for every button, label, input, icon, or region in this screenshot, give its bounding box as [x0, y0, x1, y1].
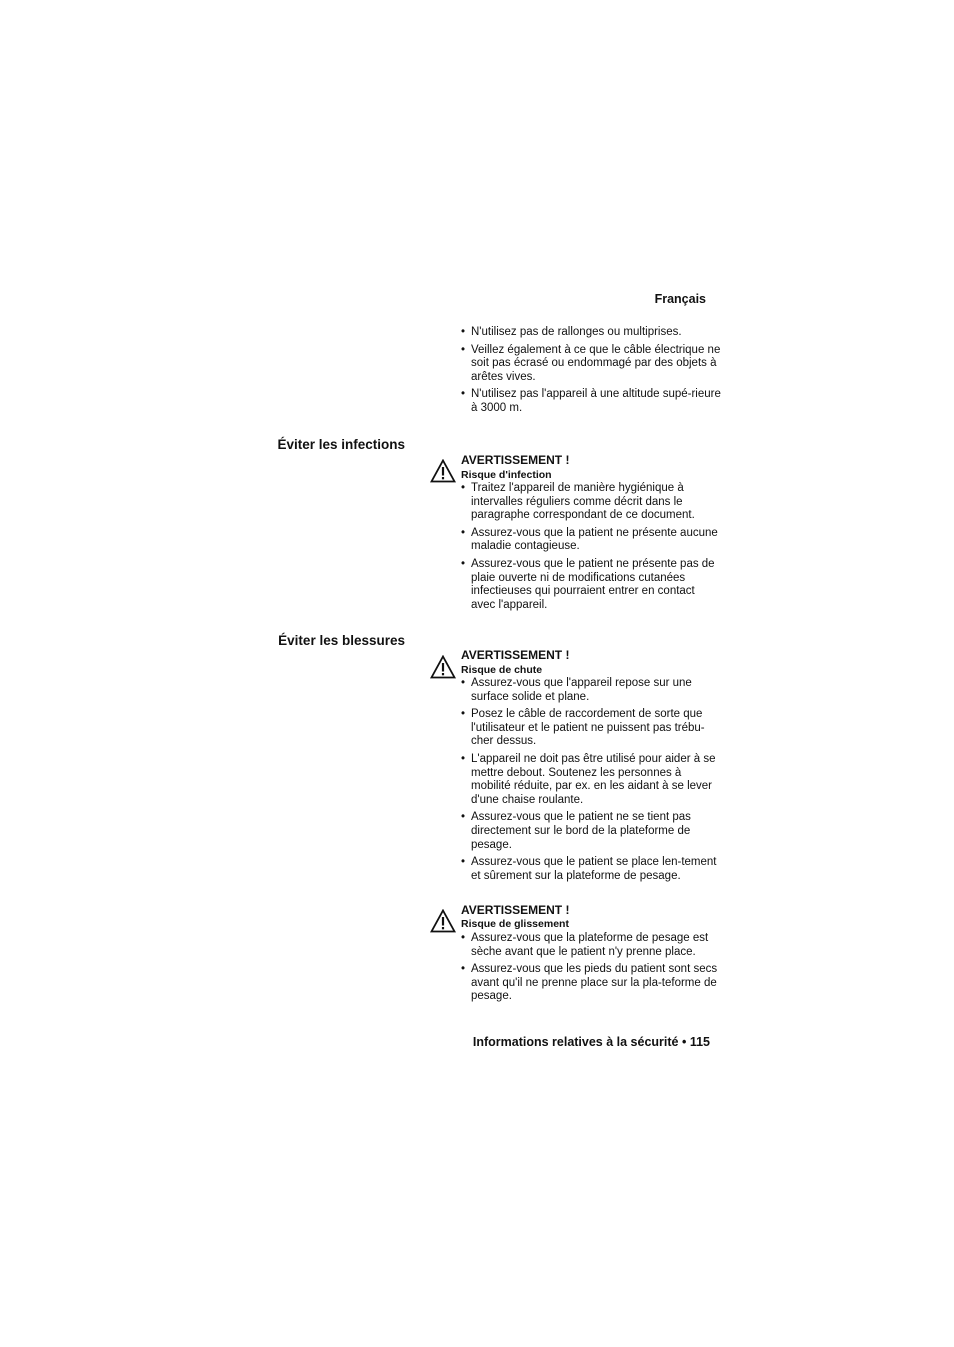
intro-bullet-list [461, 326, 721, 420]
list-item: • Assurez-vous que la plateforme de pesage est sèche avant que le patient n'y prenne place. [461, 932, 709, 958]
warning-triangle-icon [430, 655, 456, 679]
bullet-icon: • [461, 388, 466, 401]
section-heading-infections: Éviter les infections [277, 437, 405, 452]
list-item: • Assurez-vous que le patient ne se tient pas directement sur le bord de la plateforme de pesage. [461, 811, 691, 851]
list-item: • Posez le câble de raccordement de sorte que l'utilisateur et le patient ne puissent pas trébu-cher dessus. [461, 708, 705, 748]
bullet-icon: • [461, 343, 466, 356]
warning-title: AVERTISSEMENT ! [461, 903, 570, 917]
bullet-icon: • [461, 708, 466, 721]
bullet-icon: • [461, 752, 466, 765]
list-item: • Traitez l'appareil de manière hygiénique à intervalles réguliers comme décrit dans le paragraphe correspondant de ce document. [461, 482, 695, 522]
bullet-icon: • [461, 811, 466, 824]
warning-title: AVERTISSEMENT ! [461, 453, 570, 467]
bullet-icon: • [461, 856, 466, 869]
warning-subtitle: Risque de chute [461, 664, 543, 676]
page-footer: Informations relatives à la sécurité • 115 [472, 1035, 710, 1049]
warning-triangle-icon [430, 909, 456, 933]
list-item: • N'utilisez pas de rallonges ou multiprises. [461, 326, 682, 338]
warning-bullet-list [461, 677, 721, 887]
bullet-icon: • [461, 482, 466, 494]
warning-subtitle: Risque d'infection [461, 469, 552, 481]
bullet-icon: • [461, 326, 466, 338]
warning-title: AVERTISSEMENT ! [461, 648, 570, 662]
list-item: • Assurez-vous que le patient se place len-tement et sûrement sur la plateforme de pesage. [461, 856, 717, 882]
bullet-icon: • [461, 677, 466, 689]
bullet-icon: • [461, 932, 466, 944]
list-item: • Assurez-vous que l'appareil repose sur une surface solide et plane. [461, 677, 692, 703]
list-item: • Assurez-vous que la patient ne présente aucune maladie contagieuse. [461, 526, 718, 553]
bullet-icon: • [461, 963, 466, 976]
list-item: • N'utilisez pas l'appareil à une altitude supé-rieure à 3000 m. [461, 388, 721, 414]
list-item: • L'appareil ne doit pas être utilisé pour aider à se mettre debout. Soutenez les personnes à mobilité réduite, par ex. en les aidant à se lever d'une chaise roulante. [461, 752, 716, 806]
section-heading-injuries: Éviter les blessures [278, 633, 405, 648]
warning-bullet-list [461, 932, 721, 1008]
list-item: • Assurez-vous que le patient ne présente pas de plaie ouverte ni de modifications cutanées infectieuses qui pourraient entrer en contact avec l'appareil. [461, 557, 715, 611]
language-label: Français [654, 292, 706, 306]
warning-triangle-icon [430, 459, 456, 483]
warning-bullet-list [461, 482, 721, 616]
bullet-icon: • [461, 526, 466, 539]
bullet-icon: • [461, 557, 466, 570]
list-item: • Veillez également à ce que le câble électrique ne soit pas écrasé ou endommagé par des objets à arêtes vives. [461, 343, 721, 383]
warning-subtitle: Risque de glissement [461, 918, 569, 930]
list-item: • Assurez-vous que les pieds du patient sont secs avant qu'il ne prenne place sur la pla-teforme de pesage. [461, 963, 718, 1003]
